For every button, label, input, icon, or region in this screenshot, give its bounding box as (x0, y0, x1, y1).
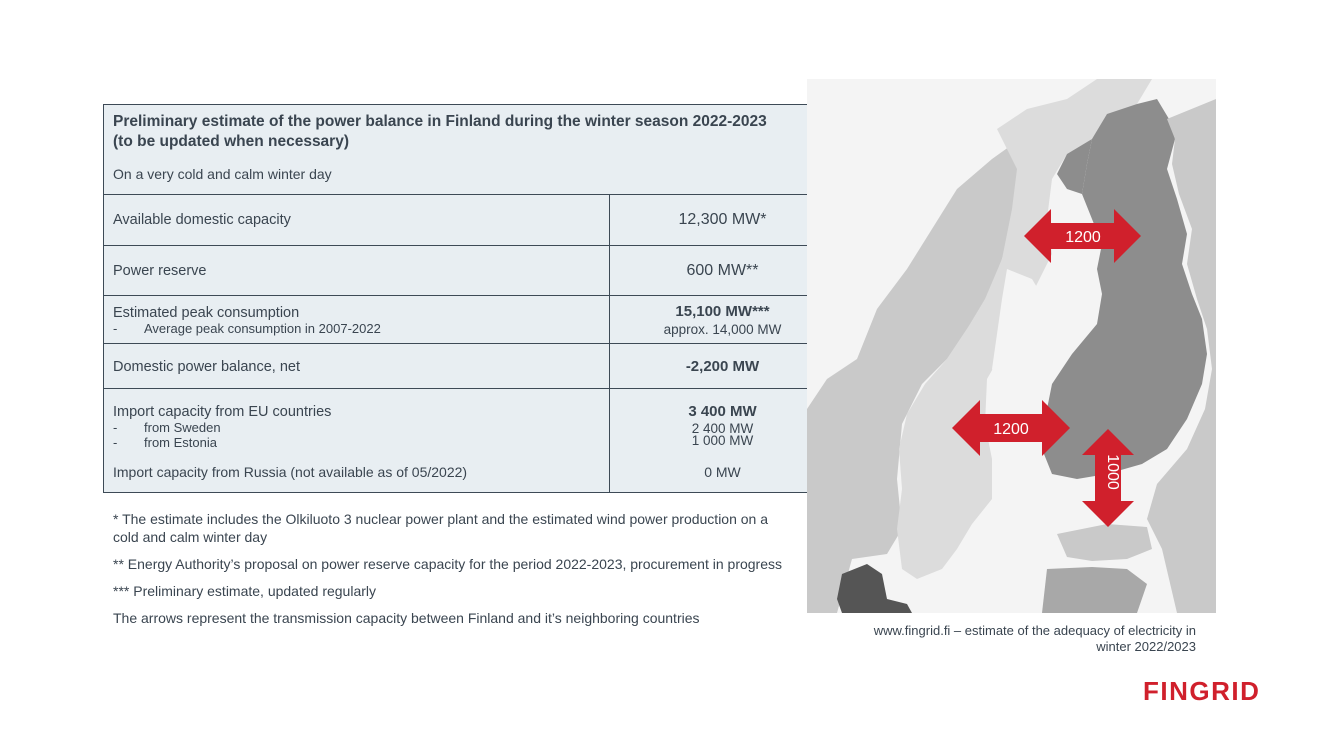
table-row (104, 389, 835, 492)
arrow-label: 1000 (1104, 454, 1121, 490)
caption-line1: www.fingrid.fi – estimate of the adequacy of electricity in (873, 623, 1196, 638)
arrow-label: 1200 (993, 421, 1029, 438)
table-row (104, 296, 835, 344)
row-sublabel: - from Sweden (113, 420, 221, 435)
arrow-label: 1200 (1065, 229, 1101, 246)
footnote: ** Energy Authority’s proposal on power reserve capacity for the period 2022-2023, procurement in progress (113, 556, 783, 572)
row-label: Power reserve (113, 263, 207, 279)
table-title (113, 112, 829, 152)
row-label: Available domestic capacity (113, 212, 291, 228)
row-value: 3 400 MW (688, 403, 757, 420)
row-value: -2,200 MW (685, 358, 760, 375)
table-header (104, 105, 835, 195)
footnote: *** Preliminary estimate, updated regularly (113, 583, 377, 599)
row-subvalue: 1 000 MW (691, 433, 754, 448)
row-label: Estimated peak consumption (113, 305, 300, 321)
footnote: * The estimate includes the Olkiluoto 3 nuclear power plant and the estimated wind power production on a cold and calm winter day (113, 511, 769, 545)
table-row (104, 246, 835, 296)
power-balance-table (103, 104, 836, 493)
footnotes (113, 510, 793, 636)
row-value-russia: 0 MW (704, 464, 741, 480)
nordic-map (807, 79, 1216, 613)
row-sublabel: - from Estonia (113, 435, 217, 450)
footnote: The arrows represent the transmission capacity between Finland and it’s neighboring countries (113, 610, 700, 626)
row-subvalue: approx. 14,000 MW (663, 322, 782, 337)
table-row (104, 195, 835, 246)
table-subtitle: On a very cold and calm winter day (113, 166, 332, 182)
row-label-russia: Import capacity from Russia (not available as of 05/2022) (113, 464, 468, 480)
caption-line2: winter 2022/2023 (1096, 639, 1196, 654)
table-row (104, 344, 835, 389)
row-label: Import capacity from EU countries (113, 404, 332, 420)
table-title-line1: Preliminary estimate of the power balance in Finland during the winter season 2022-2023 (113, 113, 767, 130)
row-label: Domestic power balance, net (113, 359, 300, 375)
row-subvalue: 2 400 MW (691, 421, 754, 436)
fingrid-logo: FINGRID (1143, 676, 1261, 706)
table-title-line2: (to be updated when necessary) (113, 133, 349, 150)
map-caption (820, 623, 1196, 655)
row-value: 15,100 MW*** (675, 303, 770, 320)
latvia-shape (1042, 567, 1147, 613)
row-value: 600 MW** (686, 262, 759, 279)
row-value: 12,300 MW* (678, 211, 767, 228)
row-sublabel: - Average peak consumption in 2007-2022 (113, 321, 381, 336)
